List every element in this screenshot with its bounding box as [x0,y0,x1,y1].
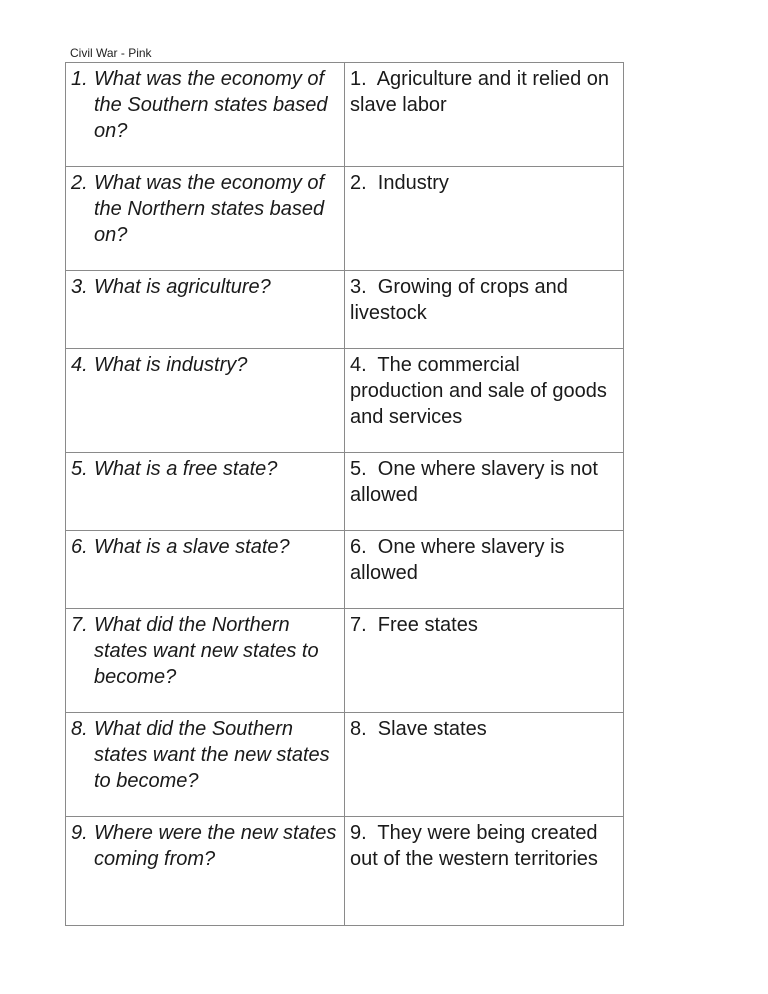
question-number: 3. [71,276,88,298]
question-wrap [71,170,339,248]
table-row [66,817,624,926]
answer-text: 9. They were being created out of the western territories [350,822,604,870]
question-number: 2. [71,172,88,194]
answer-cell [345,817,624,926]
answer-cell [345,349,624,453]
question-text: What is a slave state? [94,536,290,558]
answer-cell [345,713,624,817]
question-number: 6. [71,536,88,558]
answer-text: 4. The commercial production and sale of goods and services [350,354,613,428]
question-number: 1. [71,68,88,90]
question-number: 7. [71,614,88,636]
question-wrap [71,66,339,144]
question-text: What is agriculture? [94,276,271,298]
answer-cell [345,609,624,713]
question-number: 8. [71,718,88,740]
answer-text: 5. One where slavery is not allowed [350,458,604,506]
document-header: Civil War - Pink [70,46,152,60]
answer-text: 1. Agriculture and it relied on slave labor [350,68,615,116]
table-row [66,63,624,167]
question-wrap [71,274,339,300]
question-wrap [71,352,339,378]
question-text: What is a free state? [94,458,278,480]
answer-text: 7. Free states [350,614,478,636]
question-text: What was the economy of the Northern states based on? [94,172,325,246]
question-answer-table [65,62,624,926]
question-number: 9. [71,822,88,844]
question-text: What did the Southern states want the new states to become? [94,718,330,792]
question-cell [66,63,345,167]
question-wrap [71,612,339,690]
answer-text: 3. Growing of crops and livestock [350,276,574,324]
question-number: 4. [71,354,88,376]
answer-cell [345,453,624,531]
table-row [66,713,624,817]
question-cell [66,271,345,349]
table-row [66,453,624,531]
question-cell [66,609,345,713]
table-body [66,63,624,926]
answer-cell [345,167,624,271]
question-wrap [71,820,339,872]
table-row [66,349,624,453]
answer-cell [345,271,624,349]
question-cell [66,453,345,531]
question-text: What was the economy of the Southern states based on? [94,68,328,142]
answer-cell [345,531,624,609]
question-cell [66,349,345,453]
question-text: Where were the new states coming from? [94,822,337,870]
question-wrap [71,716,339,794]
answer-text: 2. Industry [350,172,449,194]
question-number: 5. [71,458,88,480]
table-row [66,271,624,349]
question-wrap [71,456,339,482]
question-wrap [71,534,339,560]
answer-text: 8. Slave states [350,718,487,740]
question-cell [66,167,345,271]
answer-text: 6. One where slavery is allowed [350,536,571,584]
table-row [66,531,624,609]
table-row [66,167,624,271]
question-cell [66,531,345,609]
question-cell [66,713,345,817]
answer-cell [345,63,624,167]
table-row [66,609,624,713]
question-cell [66,817,345,926]
question-text: What did the Northern states want new states to become? [94,614,319,688]
question-text: What is industry? [94,354,248,376]
